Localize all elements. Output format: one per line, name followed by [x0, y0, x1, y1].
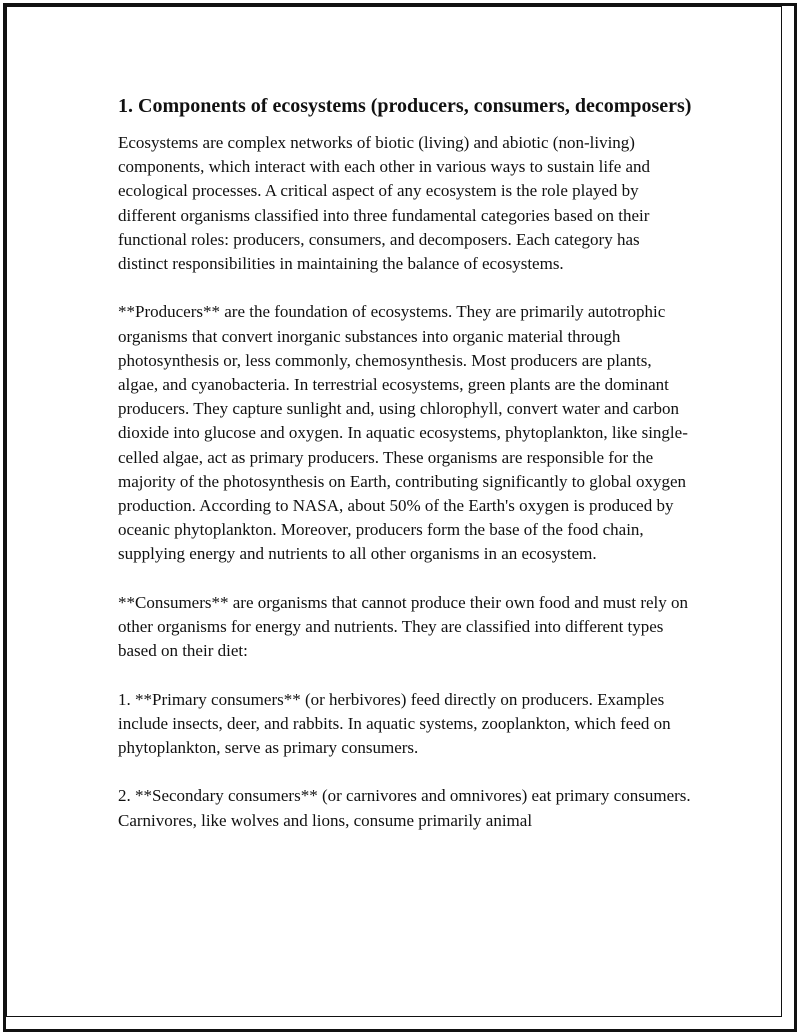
paragraph-consumers: **Consumers** are organisms that cannot produce their own food and must rely on other organisms for energy and nutrients. They are classified into different types based on their diet:	[118, 592, 689, 661]
document-body	[118, 92, 693, 857]
paragraph-primary-consumers: 1. **Primary consumers** (or herbivores) feed directly on producers. Examples include insects, deer, and rabbits. In aquatic systems, zooplankton, which feed on phytoplankton, serve as primary consumers.	[118, 689, 671, 758]
paragraph-intro: Ecosystems are complex networks of biotic (living) and abiotic (non-living) components, which interact with each other in various ways to sustain life and ecological processes. A critical aspect of any ecosystem is the role played by different organisms classified into three fundamental categories based on their functional roles: producers, consumers, and decomposers. Each category has distinct responsibilities in maintaining the balance of ecosystems.	[118, 133, 651, 274]
paragraph-producers: **Producers** are the foundation of ecosystems. They are primarily autotrophic organisms that convert inorganic substances into organic material through photosynthesis or, less commonly, chemosynthesis. Most producers are plants, algae, and cyanobacteria. In terrestrial ecosystems, green plants are the dominant producers. They capture sunlight and, using chlorophyll, convert water and carbon dioxide into glucose and oxygen. In aquatic ecosystems, phytoplankton, like single-celled algae, act as primary producers. These organisms are responsible for the majority of the photosynthesis on Earth, contributing significantly to global oxygen production. According to NASA, about 50% of the Earth's oxygen is produced by oceanic phytoplankton. Moreover, producers form the base of the food chain, supplying energy and nutrients to all other organisms in an ecosystem.	[118, 302, 688, 564]
paragraph-secondary-consumers: 2. **Secondary consumers** (or carnivores and omnivores) eat primary consumers. Carnivores, like wolves and lions, consume primarily animal	[118, 786, 691, 830]
section-heading: 1. Components of ecosystems (producers, consumers, decomposers)	[118, 95, 692, 117]
